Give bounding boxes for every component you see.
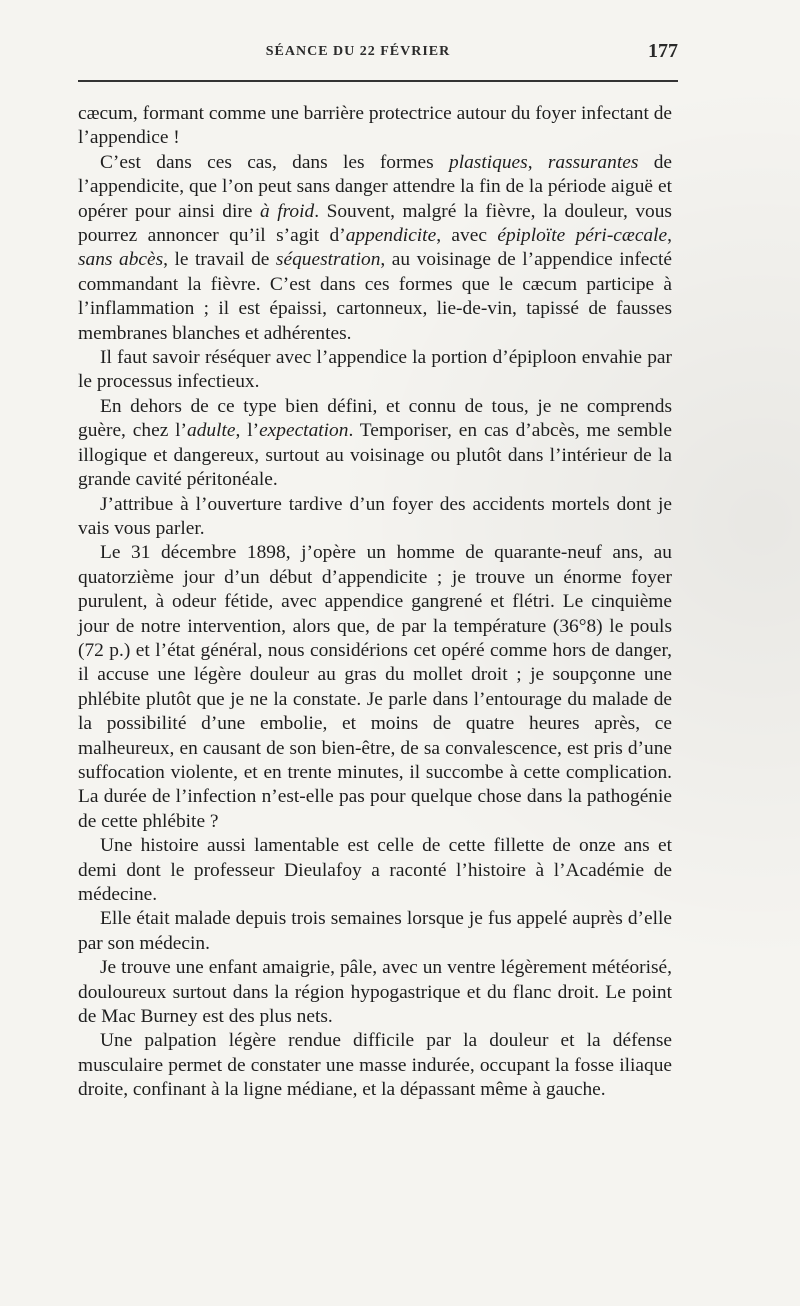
text-run: Une palpation légère rendue difficile par la douleur et la défense musculaire permet de constater une masse indurée, occupant la fosse iliaque droite, confinant à la ligne médiane, et la dépassant même à gauche. [78, 1030, 672, 1101]
text-run: . Souvent, malgré la fièvre, la douleur, vous pourrez annoncer qu’il s’agit d’ [78, 200, 672, 247]
paragraph-6 [78, 834, 672, 907]
text-run: Je trouve une enfant amaigrie, pâle, avec un ventre légèrement météorisé, douloureux surtout dans la région hypogastrique et du flanc droit. Le point de Mac Burney est des plus nets. [78, 957, 672, 1028]
text-run: de l’appendicite, que l’on peut sans danger attendre la fin de la période aiguë et opérer pour ainsi dire [78, 151, 672, 222]
italic-text: adulte [187, 420, 236, 442]
paragraph-4 [78, 493, 672, 542]
text-run: , le travail de [163, 249, 276, 271]
running-title: SÉANCE DU 22 FÉVRIER [265, 44, 451, 59]
text-run: Le 31 décembre 1898, j’opère un homme de quarante-neuf ans, au quatorzième jour d’un début d’appendicite ; je trouve un énorme foyer purulent, à odeur fétide, avec appendice gangrené et flétri. Le cinquième jour de notre intervention, alors que, de par la température (36°8) le pouls (72 p.) et l’état général, nous considérions cet opéré comme hors de danger, il accuse une légère douleur au gras du mollet droit ; je soupçonne une phlébite plutôt que je ne la constate. Je parle dans l’entourage du malade de la possibilité d’une embolie, et moins de quatre heures après, ce malheureux, en causant de son bien-être, de sa convalescence, est pris d’une suffocation violente, et en trente minutes, il succombe à cette complication. La durée de l’infection n’est-elle pas pour quelque chose dans la pathogénie de cette phlébite ? [78, 542, 672, 832]
header-rule [78, 80, 678, 82]
paragraph-3 [78, 395, 672, 493]
text-run: , l’ [235, 420, 260, 442]
italic-text: séquestration [275, 249, 381, 271]
italic-text: à froid [259, 200, 315, 222]
text-run: Une histoire aussi lamentable est celle de cette fillette de onze ans et demi dont le professeur Dieulafoy a raconté l’histoire à l’Académie de médecine. [78, 835, 672, 905]
text-run: Elle était malade depuis trois semaines lorsque je fus appelé auprès d’elle par son médecin. [78, 908, 672, 954]
italic-text: rassurantes [547, 151, 639, 173]
text-run: cæcum, formant comme une barrière protectrice autour du foyer infectant de l’appendice ! [78, 103, 672, 149]
text-run: . Temporiser, en cas d’abcès, me semble illogique et dangereux, surtout au voisinage ou plutôt dans l’intérieur de la grande cavité péritonéale. [78, 420, 672, 491]
text-run: Il faut savoir réséquer avec l’appendice la portion d’épiploon envahie par le processus infectieux. [78, 347, 672, 393]
paragraph-5 [78, 541, 672, 834]
paragraph-2 [78, 346, 672, 395]
text-run: , au voisinage de l’appendice infecté commandant la fièvre. C’est dans ces formes que le cæcum participe à l’inflammation ; il est épaissi, cartonneux, lie-de-vin, tapissé de fausses membranes blanches et adhérentes. [78, 249, 672, 344]
text-run: En dehors de ce type bien défini, et connu de tous, je ne comprends guère, chez l’ [78, 395, 672, 442]
text-run: C’est dans ces cas, dans les formes [100, 151, 450, 173]
body-text [78, 102, 672, 1103]
text-run: , avec [436, 225, 498, 247]
paragraph-7 [78, 907, 672, 956]
italic-text: épiploïte péri-cæcale [497, 225, 668, 247]
italic-text: expectation [259, 420, 349, 442]
text-run: , [527, 151, 548, 173]
paragraph-0 [78, 102, 672, 151]
text-run: J’attribue à l’ouverture tardive d’un foyer des accidents mortels dont je vais vous parler. [78, 493, 672, 539]
paragraph-9 [78, 1029, 672, 1102]
page-number: 177 [648, 40, 678, 62]
italic-text: appendicite [345, 225, 437, 247]
italic-text: sans abcès [78, 249, 164, 271]
page-header [78, 36, 678, 76]
italic-text: plastiques [449, 151, 528, 173]
paragraph-1 [78, 151, 672, 346]
text-run: , [667, 225, 672, 247]
paragraph-8 [78, 956, 672, 1029]
